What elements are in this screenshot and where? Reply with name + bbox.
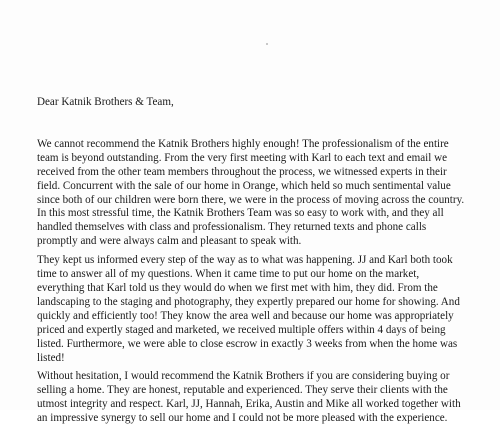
letter-line: priced and expertly staged and marketed, we received multiple offers within 4 days of being — [37, 323, 446, 336]
letter-line: Without hesitation, I would recommend the Katnik Brothers if you are considering buying or — [37, 370, 450, 383]
letter-line: time to answer all of my questions. When it came time to put our home on the market, — [37, 268, 420, 281]
letter-line: utmost integrity and respect. Karl, JJ, Hannah, Erika, Austin and Mike all worked together with — [37, 398, 461, 411]
letter-line: since both of our children were born there, we were in the process of moving across the country. — [37, 193, 465, 206]
letter-line: received from the other team members throughout the process, we witnessed experts in their — [37, 165, 447, 178]
letter-line: listed! — [37, 351, 65, 364]
letter-line: field. Concurrent with the sale of our home in Orange, which held so much sentimental value — [37, 179, 451, 192]
letter-line: In this most stressful time, the Katnik Brothers Team was so easy to work with, and they all — [37, 207, 444, 220]
letter-body — [37, 96, 497, 431]
letter-line: promptly and were always calm and pleasant to speak with. — [37, 235, 302, 248]
paragraph-1 — [37, 138, 497, 249]
letter-line: We cannot recommend the Katnik Brothers highly enough! The professionalism of the entire — [37, 137, 449, 150]
paragraph-3 — [37, 370, 497, 426]
paragraph-2 — [37, 254, 497, 365]
letter-line: They kept us informed every step of the way as to what was happening. JJ and Karl both took — [37, 254, 453, 267]
letter-line: quickly and efficiently too! They know the area well and because our home was appropriately — [37, 309, 454, 322]
salutation: Dear Katnik Brothers & Team, — [37, 96, 174, 108]
letter-line: listed. Furthermore, we were able to close escrow in exactly 3 weeks from when the home was — [37, 337, 458, 350]
scan-speck — [266, 43, 268, 45]
letter-line: selling a home. They are honest, reputable and experienced. They serve their clients with the — [37, 384, 448, 397]
letter-line: everything that Karl told us they would do when we first met with him, they did. From the — [37, 281, 438, 294]
letter-line: team is beyond outstanding. From the very first meeting with Karl to each text and email we — [37, 151, 448, 164]
letter-line: landscaping to the staging and photography, they expertly prepared our home for showing. And — [37, 295, 460, 308]
letter-line: handled themselves with class and professionalism. They returned texts and phone calls — [37, 221, 427, 234]
letter-line: an impressive synergy to sell our home and I could not be more pleased with the experience. — [37, 412, 448, 425]
